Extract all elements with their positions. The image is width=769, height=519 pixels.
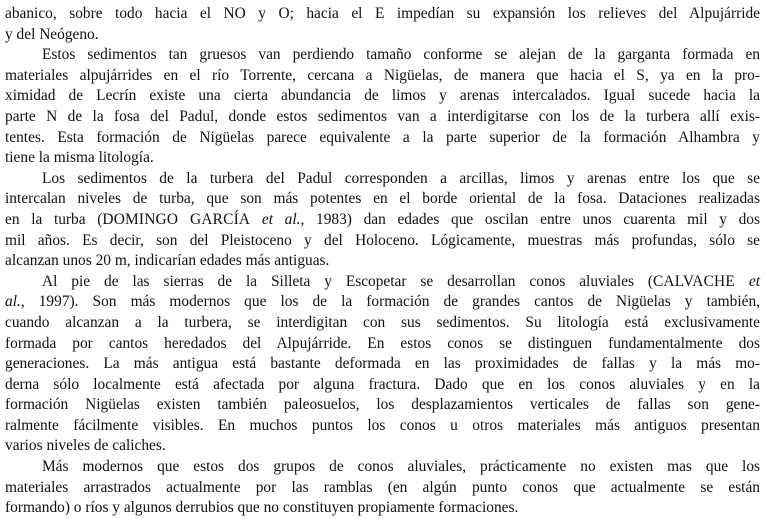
text-line: varios niveles de caliches. <box>5 437 166 455</box>
text-line: generaciones. La más antigua está bastante deformada en las proximidades de fallas y la más mo- <box>5 355 760 373</box>
citation-author: DOMINGO GARCÍA <box>102 210 251 228</box>
text-line: formando) o ríos y algunos derrubios que no constituyen propiamente formaciones. <box>5 499 519 517</box>
citation-author: CALVACHE <box>652 272 735 290</box>
text-line: formación Nigüelas existen también paleosuelos, los desplazamientos verticales de fallas son gene- <box>5 396 760 414</box>
text-line: derna sólo localmente está afectada por alguna fractura. Dado que en los conos aluviales y en la <box>5 375 760 393</box>
text-line: materiales alpujárrides en el río Torrente, cercana a Nigüelas, de manera que hacia el S, ya en la pro- <box>5 66 760 84</box>
text-line: Más modernos que estos dos grupos de conos aluviales, prácticamente no existen mas que los <box>42 458 760 476</box>
text-line <box>5 272 760 293</box>
text-line: Los sedimentos de la turbera del Padul corresponden a arcillas, limos y arenas entre los que se <box>42 169 760 187</box>
text-line: ximidad de Lecrín existe una cierta abundancia de limos y arenas intercalados. Igual sucede hacia la <box>5 87 760 105</box>
text-line: Estos sedimentos tan gruesos van perdiendo tamaño conforme se alejan de la garganta formada en <box>42 46 760 64</box>
citation-etal: et al. <box>261 210 301 228</box>
citation-etal: al. <box>5 293 21 311</box>
text-line: y del Neógeno. <box>5 25 99 43</box>
text-line <box>5 292 760 313</box>
text-line: formada por cantos heredados del Alpujárride. En estos conos se distinguen fundamentalmente dos <box>5 334 760 352</box>
text-line: intercalan niveles de turba, que son más potentes en el borde oriental de la fosa. Dataciones realizadas <box>5 190 760 208</box>
text-line: tiene la misma litología. <box>5 149 154 167</box>
text-line: abanico, sobre todo hacia el NO y O; hacia el E impedían su expansión los relieves del Alpujárride <box>5 5 760 22</box>
text-fragment: , 1983) dan edades que oscilan entre unos cuarenta mil y dos <box>300 210 760 228</box>
text-fragment: en la turba ( <box>5 210 103 228</box>
text-line: alcanzan unos 20 m, indicarían edades más antiguas. <box>5 252 330 270</box>
citation-etal: et <box>748 272 760 290</box>
text-line: tentes. Esta formación de Nigüelas parece equivalente a la parte superior de la formación Alhambra y <box>5 128 760 146</box>
text-line: cuando alcanzan a la turbera, se interdigitan con sus sedimentos. Su litología está exclusivamente <box>5 313 760 331</box>
text-line: parte N de la fosa del Padul, donde estos sedimentos van a interdigitarse con los de la turbera allí exis- <box>5 107 760 125</box>
text-line: materiales arrastrados actualmente por las ramblas (en algún punto conos que actualmente se están <box>5 478 760 496</box>
text-fragment: , 1997). Son más modernos que los de la formación de grandes cantos de Nigüelas y también, <box>20 293 760 311</box>
text-line: ralmente fácilmente visibles. En muchos puntos los conos u otros materiales más antiguos presentan <box>5 416 760 434</box>
text-fragment: Al pie de las sierras de la Silleta y Escopetar se desarrollan conos aluviales ( <box>42 272 653 290</box>
text-line: mil años. Es decir, son del Pleistoceno y del Holoceno. Lógicamente, muestras más profundas, sólo se <box>5 231 760 249</box>
text-line <box>5 210 760 231</box>
